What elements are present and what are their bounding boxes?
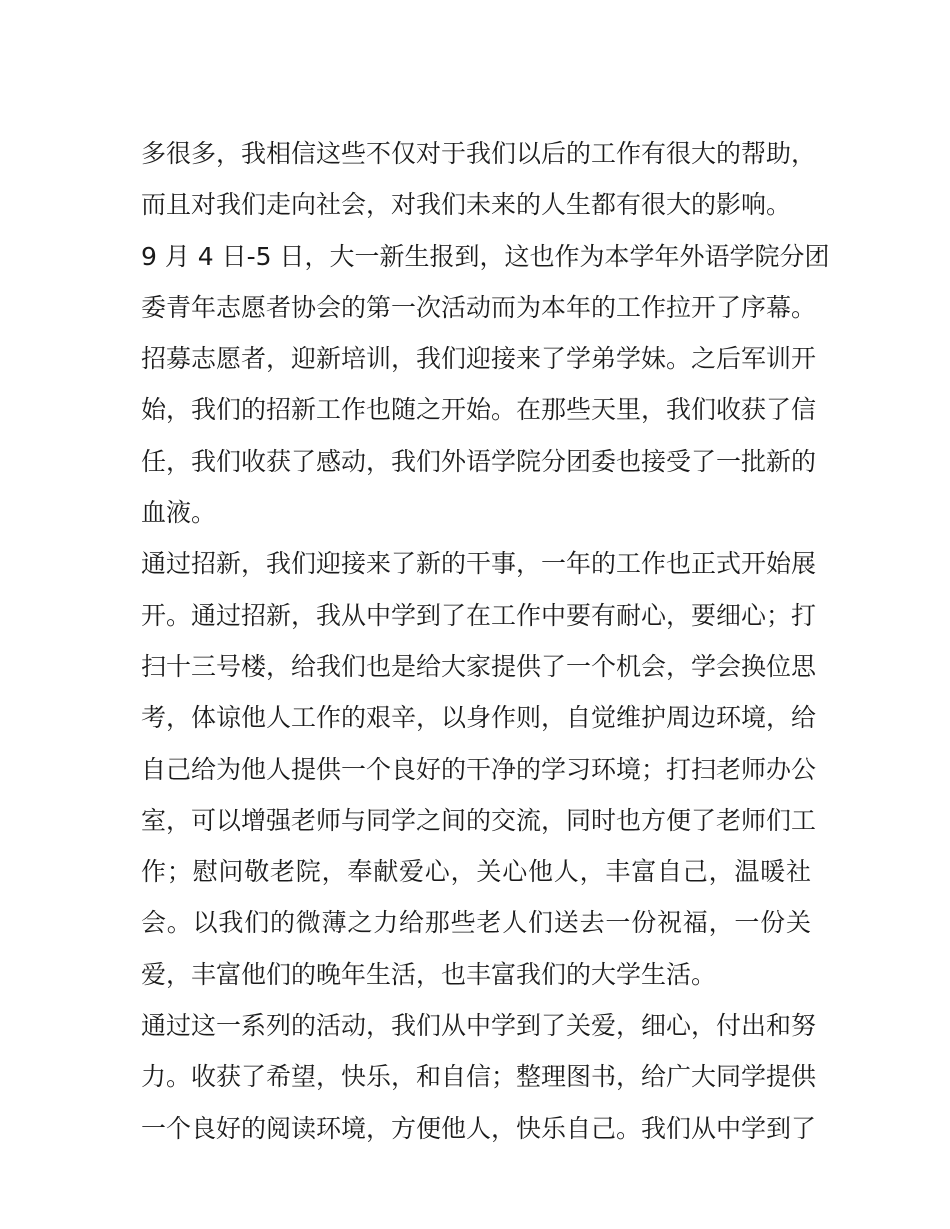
- text-line: 一个良好的阅读环境，方便他人，快乐自己。我们从中学到了: [141, 1113, 817, 1143]
- text-line: 通过这一系列的活动，我们从中学到了关爱，细心，付出和努: [141, 1011, 817, 1041]
- text-line: 招募志愿者，迎新培训，我们迎接来了学弟学妹。之后军训开: [141, 344, 817, 374]
- text-line: 委青年志愿者协会的第一次活动而为本年的工作拉开了序幕。: [141, 292, 817, 322]
- text-line: 扫十三号楼，给我们也是给大家提供了一个机会，学会换位思: [141, 651, 817, 681]
- text-line: 通过招新，我们迎接来了新的干事，一年的工作也正式开始展: [141, 549, 817, 579]
- text-line: 自己给为他人提供一个良好的干净的学习环境；打扫老师办公: [141, 754, 817, 784]
- text-line: 考，体谅他人工作的艰辛，以身作则，自觉维护周边环境，给: [141, 703, 817, 733]
- text-line: 力。收获了希望，快乐，和自信；整理图书，给广大同学提供: [141, 1062, 817, 1092]
- text-line: 开。通过招新，我从中学到了在工作中要有耐心，要细心；打: [141, 600, 817, 630]
- text-line: 始，我们的招新工作也随之开始。在那些天里，我们收获了信: [141, 395, 817, 425]
- text-line: 血液。: [141, 498, 217, 528]
- text-line: 会。以我们的微薄之力给那些老人们送去一份祝福，一份关: [141, 908, 811, 938]
- text-line: 多很多，我相信这些不仅对于我们以后的工作有很大的帮助，: [141, 139, 817, 168]
- document-body: [141, 128, 830, 1154]
- text-line: 作；慰问敬老院，奉献爱心，关心他人，丰富自己，温暖社: [141, 857, 811, 887]
- text-line: 任，我们收获了感动，我们外语学院分团委也接受了一批新的: [141, 446, 817, 476]
- text-line: 爱，丰富他们的晚年生活，也丰富我们的大学生活。: [141, 959, 717, 989]
- text-line: 室，可以增强老师与同学之间的交流，同时也方便了老师们工: [141, 805, 817, 835]
- text-line: 而且对我们走向社会，对我们未来的人生都有很大的影响。: [141, 190, 792, 220]
- text-line: 9 月 4 日-5 日，大一新生报到，这也作为本学年外语学院分团: [141, 241, 830, 271]
